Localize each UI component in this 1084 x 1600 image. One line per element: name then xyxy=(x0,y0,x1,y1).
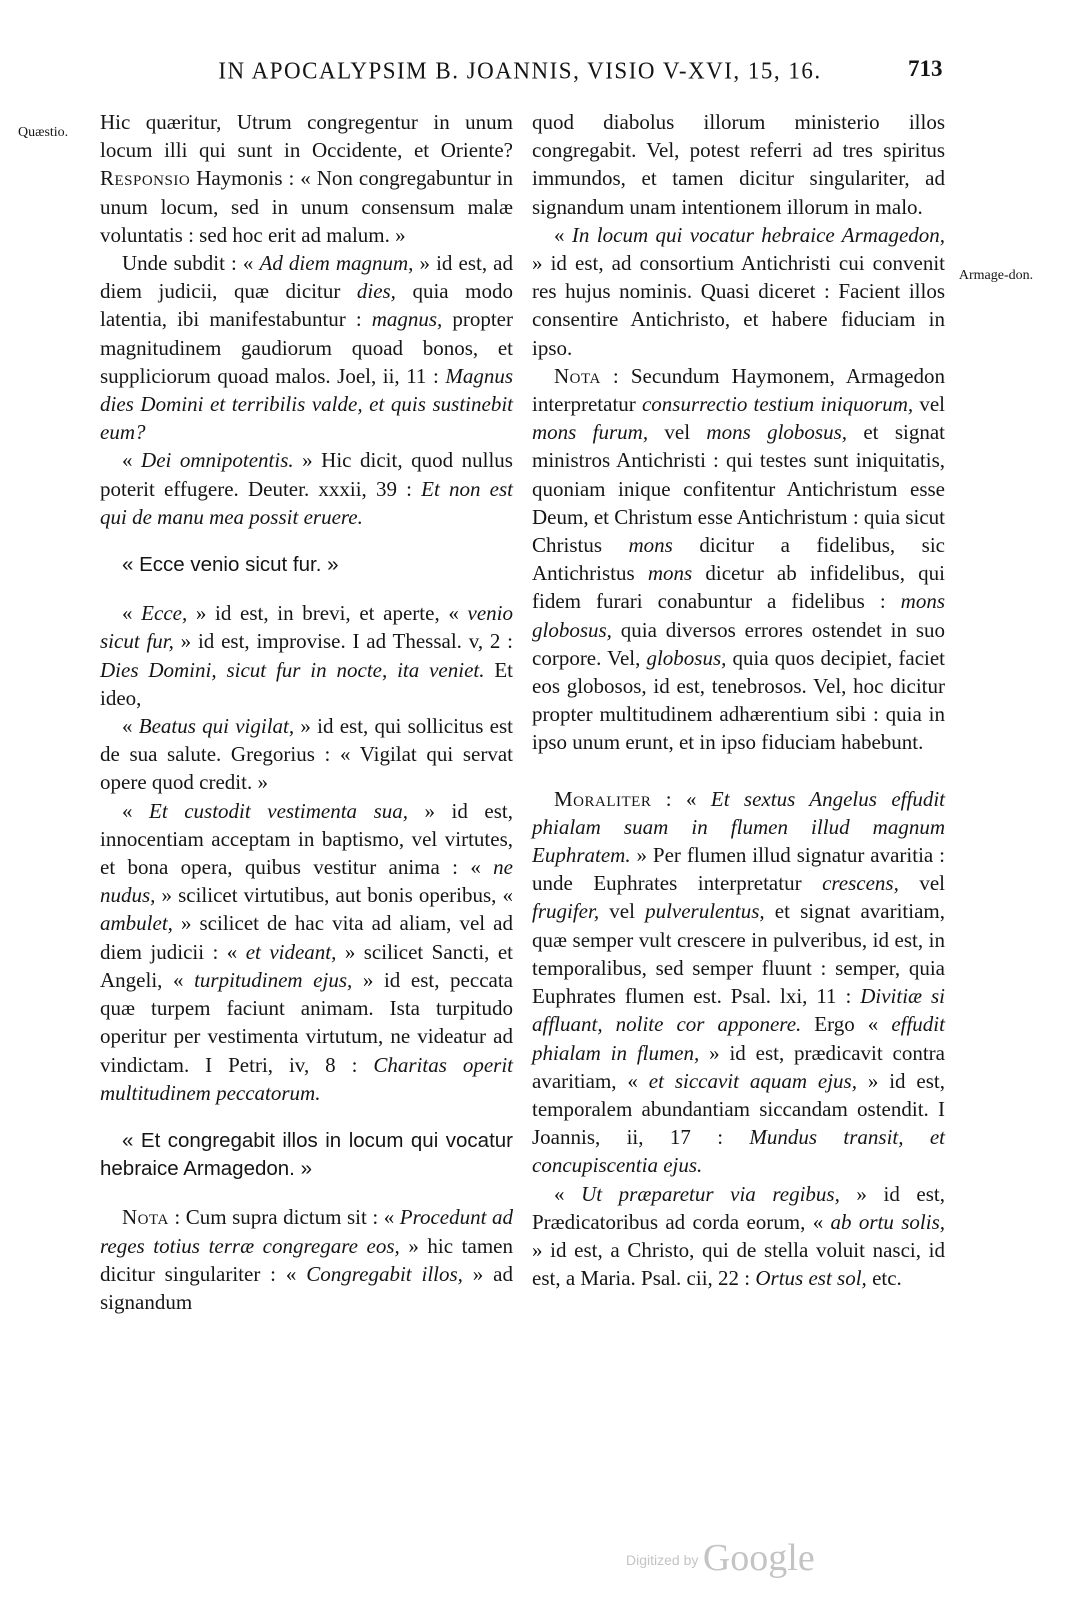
paragraph: quod diabolus illorum ministerio illos congregabit. Vel, potest referri ad tres spiritus immundos, et tamen dicitur singulariter, ad signandum unam intentionem illorum in malo. xyxy=(532,110,945,219)
paragraph: « In locum qui vocatur hebraice Armagedon, » id est, ad consortium Antichristi cui convenit res hujus nominis. Quasi diceret : Facient illos consentire Antichristo, et habere fiduciam in ipso. xyxy=(532,222,946,360)
margin-note-quaestio: Quæstio. xyxy=(18,125,69,140)
paragraph: « Et custodit vestimenta sua, » id est, innocentiam acceptam in baptismo, vel virtutes, et bona opera, quibus vestitur anima : « ne nudus, » scilicet virtutibus, aut bonis operibus, « ambulet, » scilicet de hac vita ad aliam, vel ad diem judicii : « et videant, » scilicet Sancti, et Angeli, « turpitudinem ejus, » id est, peccata quæ turpem faciunt animam. Ista turpitudo operitur per vestimenta virtutum, ne videatur ad vindictam. I Petri, iv, 8 : Charitas operit multitudinem peccatorum. xyxy=(100,798,514,1105)
paragraph: Nota : Cum supra dictum sit : « Procedunt ad reges totius terræ congregare eos, » hic tamen dicitur singulariter : « Congregabit illos, » ad signandum xyxy=(100,1205,513,1314)
paragraph: « Ecce, » id est, in brevi, et aperte, « venio sicut fur, » id est, improvise. I ad Thessal. v, 2 : Dies Domini, sicut fur in nocte, ita veniet. Et ideo, xyxy=(100,601,514,710)
right-column xyxy=(532,108,945,1292)
paragraph: « Dei omnipotentis. » Hic dicit, quod nullus poterit effugere. Deuter. xxxii, 39 : Et non est qui de manu mea possit eruere. xyxy=(100,448,513,529)
google-logo: Google xyxy=(702,1537,815,1579)
paragraph: Hic quæritur, Utrum congregentur in unum locum illi qui sunt in Occidente, et Oriente?Responsio Haymonis : « Non congregabuntur in unum locum, sed in unum consensum malæ voluntatis : sed hoc erit ad malum. » xyxy=(100,110,513,247)
paragraph: « Ut præparetur via regibus, » id est, Prædicatoribus ad corda eorum, « ab ortu solis, » id est, a Christo, qui de stella voluit nasci, id est, a Maria. Psal. cii, 22 : Ortus est sol, etc. xyxy=(532,1181,945,1291)
running-head: IN APOCALYPSIM B. JOANNIS, VISIO V-XVI, 15, 16. xyxy=(218,57,822,84)
digitized-watermark xyxy=(626,1536,815,1580)
watermark-prefix: Digitized by xyxy=(626,1552,699,1568)
paragraph: Unde subdit : « Ad diem magnum, » id est, ad diem judicii, quæ dicitur dies, quia modo latentia, ibi manifestabuntur : magnus, propter magnitudinem gaudiorum quoad bonos, et suppliciorum quoad malos. Joel, ii, 11 : Magnus dies Domini et terribilis valde, et quis sustinebit eum? xyxy=(100,251,513,445)
paragraph: Nota : Secundum Haymonem, Armagedon interpretatur consurrectio testium iniquorum, vel mons furum, vel mons globosus, et signat ministros Antichristi : qui testes sunt iniquitatis, quoniam inique confitentur Antichristum esse Deum, et Christum esse Antichristum : quia sicut Christus mons dicitur a fidelibus, sic Antichristus mons dicetur ab infidelibus, qui fidem furari conabuntur a fidelibus : mons globosus, quia diversos errores ostendet in suo corpore. Vel, globosus, quia quos decipiet, faciet eos globosos, id est, tenebrosos. Vel, hoc dicitur propter multitudinem adhærentium sibi : quia in ipso unum erunt, et in ipso fiduciam habebunt. xyxy=(532,363,946,755)
lemma-heading: « Et congregabit illos in locum qui vocatur hebraice Armagedon. » xyxy=(100,1128,513,1181)
lemma-heading: « Ecce venio sicut fur. » xyxy=(122,553,339,577)
paragraph: « Beatus qui vigilat, » id est, qui sollicitus est de sua salute. Gregorius : « Vigilat qui servat opere quod credit. » xyxy=(100,714,514,795)
paragraph: Moraliter : « Et sextus Angelus effudit phialam suam in flumen illud magnum Euphratem. » Per flumen illud signatur avaritia : unde Euphrates interpretatur crescens, vel frugifer, vel pulverulentus, et signat avaritiam, quæ semper vult crescere in pulveribus, id est, in temporalibus, sed semper fluunt : semper, quia Euphrates flumen est. Psal. lxi, 11 : Divitiæ si affluant, nolite cor apponere. Ergo « effudit phialam in flumen, » id est, prædicavit contra avaritiam, « et siccavit aquam ejus, » id est, temporalem abundantiam siccandam ostendit. I Joannis, ii, 17 : Mundus transit, et concupiscentia ejus. xyxy=(532,786,945,1178)
left-column xyxy=(100,108,513,1316)
page-number: 713 xyxy=(908,56,943,81)
margin-note-armagedon: Armage-don. xyxy=(958,268,1034,283)
